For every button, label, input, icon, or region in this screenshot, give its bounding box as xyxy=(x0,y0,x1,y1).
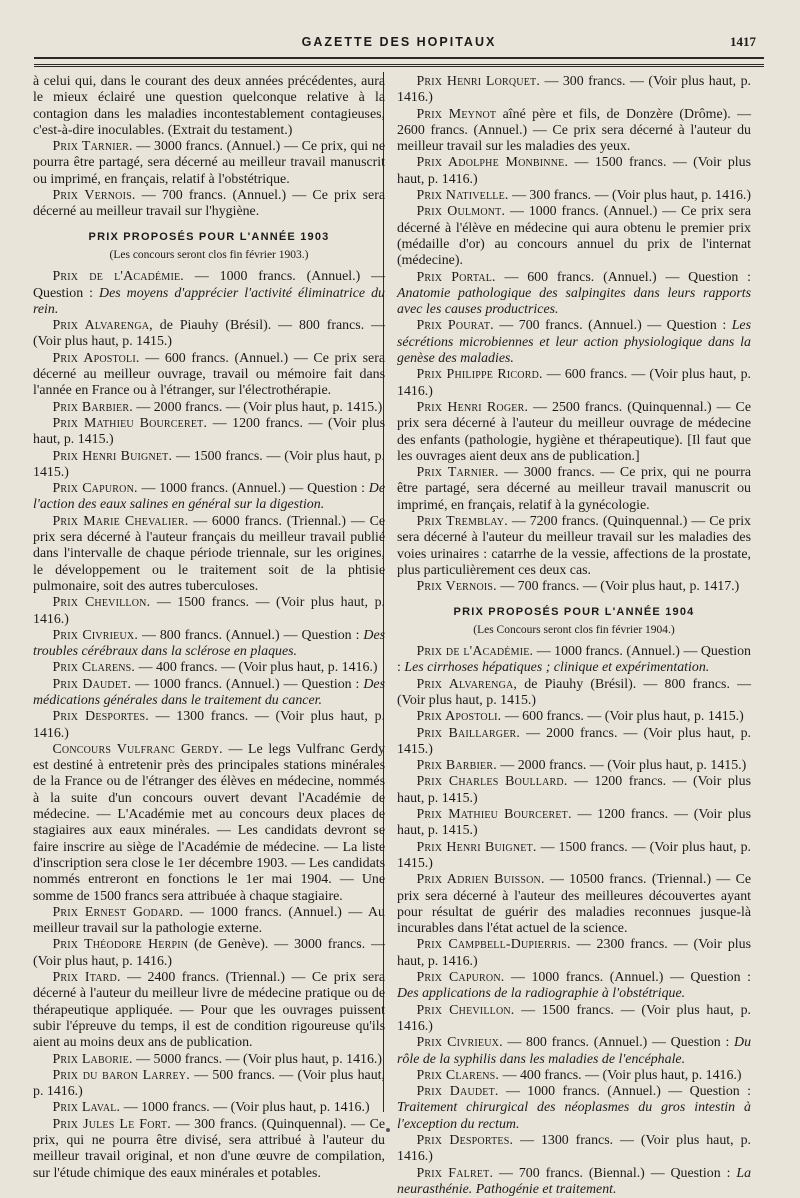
prize-entry xyxy=(397,774,751,807)
footer-dot xyxy=(386,1128,390,1132)
prize-text: aîné père et fils, de Donzère (Drôme). — 2600 francs. (Annuel.) — Ce prix sera décerné à l'auteur du meilleur travail sur les maladies des yeux. xyxy=(397,106,751,155)
prize-name: Prix Daudet. xyxy=(416,1084,499,1100)
prize-text: — 3000 francs. (Annuel.) — Ce prix, qui ne pourra être partagé, sera décerné au meilleur travail manuscrit ou imprimé, en français, relatif à l'obstétrique. xyxy=(33,139,385,187)
prize-text: de Piauhy (Brésil). — 800 francs. — (Voir plus haut, p. 1415.) xyxy=(33,318,385,350)
prize-text: — 1200 francs. — (Voir plus haut, p. 1415.) xyxy=(397,807,751,839)
prize-entry xyxy=(397,514,751,579)
prize-text: — 700 francs. (Biennal.) — Question : xyxy=(493,1165,737,1181)
prize-name: Concours Vulfranc Gerdy. xyxy=(52,741,223,757)
prize-entry xyxy=(397,709,751,725)
prize-name: Prix Henri Buignet. xyxy=(416,839,537,855)
prize-text: — 1300 francs. — (Voir plus haut, p. 1416.) xyxy=(397,1133,751,1165)
prize-entry xyxy=(397,644,751,677)
prize-text: — 3000 francs. — Ce prix, qui ne pourra être partagé, sera décerné au meilleur travail manuscrit ou imprimé, en français, relatif à la gynécologie. xyxy=(397,465,751,513)
left-column xyxy=(33,74,385,1182)
prize-text: — 800 francs. (Annuel.) — Question : xyxy=(502,1035,735,1051)
prize-entry xyxy=(397,107,751,156)
page-number: 1417 xyxy=(730,34,756,49)
prize-name: Prix Henri Lorquet. xyxy=(416,74,540,89)
prize-name: Prix Pourat. xyxy=(416,318,494,334)
prize-text: — 10500 francs. (Triennal.) — Ce prix sera décerné à l'auteur des meilleures découvertes ayant pour résultat de guérir des maladies reconnues jusque-là incurables dans l'état actuel de la science. xyxy=(397,872,751,937)
prize-entry xyxy=(33,937,385,970)
prize-text: — 300 francs. (Quinquennal). — Ce prix, qui ne pourra être divisé, sera attribué à l'auteur du meilleur travail original, et non d'une œuvre de compilation, sur l'étude chimique des eaux minérales et potables. xyxy=(33,1116,385,1181)
prize-question: Des troubles cérébraux dans la sclérose en plaques. xyxy=(33,627,386,660)
prize-name: Prix du baron Larrey. xyxy=(52,1067,190,1083)
prize-name: Prix Meynot xyxy=(416,106,497,122)
prize-name: Prix Alvarenga, xyxy=(416,676,518,692)
prize-entry xyxy=(33,416,385,449)
prize-name: Prix de l'Académie. xyxy=(416,644,534,660)
prize-entry xyxy=(33,449,385,482)
prize-entry xyxy=(33,269,385,318)
prize-question: Des médications générales dans le traitement du cancer. xyxy=(33,676,385,708)
prize-text: — 600 francs. (Annuel.) — Question : xyxy=(495,269,751,285)
prize-entry xyxy=(33,400,385,416)
prize-name: Prix Marie Chevalier. xyxy=(52,513,189,529)
prize-entry xyxy=(397,1166,751,1198)
prize-entry xyxy=(33,1052,385,1068)
prize-name: Prix Mathieu Bourceret. xyxy=(52,415,208,431)
prize-entry xyxy=(33,595,385,628)
prize-entry xyxy=(397,1133,751,1166)
prize-text: — 600 francs. — (Voir plus haut, p. 1415.) xyxy=(501,709,744,725)
prize-name: Prix Jules Le Fort. xyxy=(52,1116,171,1132)
right-column xyxy=(397,74,751,1198)
prize-entry xyxy=(33,628,385,661)
prize-entry xyxy=(397,367,751,400)
prize-entry xyxy=(33,905,385,938)
prize-text: de Piauhy (Brésil). — 800 francs. — (Voir plus haut, p. 1415.) xyxy=(397,676,751,708)
prize-entry xyxy=(397,1084,751,1133)
header-rule-double xyxy=(34,57,764,65)
prize-entry xyxy=(33,970,385,1051)
prize-name: Prix de l'Académie. xyxy=(52,269,184,285)
prize-entry xyxy=(33,1100,385,1116)
prize-name: Prix Civrieux. xyxy=(52,627,139,643)
prize-entry xyxy=(397,677,751,710)
prize-question: Anatomie pathologique des salpingites dans leurs rapports avec les causes productrices. xyxy=(397,285,751,318)
prize-text: — 700 francs. (Annuel.) — Question : xyxy=(493,318,732,334)
prize-text: — Le legs Vulfranc Gerdy est destiné à entretenir près des principales stations minérales de la France ou de l'étranger des élèves en médecine, nommés à la suite d'un concours ouvert devant l'Académie de médecine. — L'Académie met au concours deux places de stagiaires aux eaux minérales. — Les candidats devront se faire inscrire au siège de l'Académie de médecine. — La liste d'inscription sera close le 1er décembre 1903. — Les candidats nommés entreront en fonctions le 1er mai 1904. — Une somme de 1500 francs sera attribuée à chaque stagiaire. xyxy=(33,741,385,904)
page-header xyxy=(34,32,764,54)
prize-text: — 400 francs. — (Voir plus haut, p. 1416.) xyxy=(135,660,378,676)
prize-text: (de Genève). — 3000 francs. — (Voir plus haut, p. 1416.) xyxy=(33,937,386,969)
section-title-1903: PRIX PROPOSÉS POUR L'ANNÉE 1903 xyxy=(88,230,330,243)
prize-text: — 500 francs. — (Voir plus haut, p. 1416.) xyxy=(33,1067,385,1100)
prize-name: Prix Falret. xyxy=(416,1165,494,1181)
prize-name: Prix Laval. xyxy=(52,1100,121,1116)
prize-entry xyxy=(33,351,385,400)
prize-entry xyxy=(397,204,751,269)
prize-text: — 1000 francs. (Annuel.) — Question : xyxy=(397,644,751,676)
prize-entry xyxy=(397,1003,751,1036)
prize-name: Prix Capuron. xyxy=(52,481,138,497)
prize-text: — 300 francs. — (Voir plus haut, p. 1416.) xyxy=(508,188,752,204)
prize-text: — 1000 francs. (Annuel.) — Question : xyxy=(33,269,385,301)
prize-text: — 1000 francs. (Annuel.) — Question : xyxy=(498,1084,751,1100)
prize-text: — 7200 francs. (Quinquennal.) — Ce prix sera décerné à l'auteur du meilleur travail sur les maladies des voies urinaires : catarrhe de la vessie, affections de la prostate, plus particulièrement ces deux cas. xyxy=(397,514,752,578)
prize-entry xyxy=(397,726,751,759)
prize-name: Prix Portal. xyxy=(416,269,496,285)
prize-entry xyxy=(397,270,751,319)
prize-name: Prix Philippe Ricord. xyxy=(416,367,543,383)
prize-entry xyxy=(397,579,751,595)
prize-text: — 600 francs. (Annuel.) — Ce prix sera décerné au meilleur ouvrage, travail ou mémoire fait dans l'année en France ou à l'étranger, sur l'électrothérapie. xyxy=(33,350,385,399)
prize-entry xyxy=(397,1068,751,1084)
prize-name: Prix Barbier. xyxy=(52,399,133,415)
prize-name: Prix Oulmont. xyxy=(416,204,506,220)
prize-name: Prix Itard. xyxy=(52,970,121,986)
prize-text: — 1200 francs. — (Voir plus haut, p. 1415.) xyxy=(397,774,751,806)
journal-title: GAZETTE DES HOPITAUX xyxy=(301,35,497,49)
prize-name: Prix Vernois. xyxy=(52,188,136,204)
prize-name: Prix Tarnier. xyxy=(52,139,133,155)
prize-text: — 2500 francs. (Quinquennal.) — Ce prix sera décerné à l'auteur du meilleur ouvrage de médecine des enfants (pathologie, hygiène et thérapeutique). [Il faut que les ouvrages aient deux ans de publication.] xyxy=(397,399,751,464)
prize-text: — 1000 francs. (Annuel.) — Question : xyxy=(131,676,364,692)
prize-name: Prix Adrien Buisson. xyxy=(416,872,545,888)
prize-entry xyxy=(33,514,385,595)
prize-text: — 1500 francs. — (Voir plus haut, p. 1416.) xyxy=(397,155,751,187)
prize-name: Prix Clarens. xyxy=(52,660,136,676)
prize-entry xyxy=(397,1035,751,1068)
prize-entry xyxy=(397,807,751,840)
prize-entry xyxy=(397,840,751,873)
prize-name: Prix Vernois. xyxy=(416,579,497,595)
prize-entry xyxy=(397,400,751,465)
prize-name: Prix Apostoli. xyxy=(52,350,140,366)
prize-text: — 1500 francs. — (Voir plus haut, p. 1415.) xyxy=(397,839,751,871)
prize-entry xyxy=(397,465,751,514)
prize-text: — 1200 francs. — (Voir plus haut, p. 1415.) xyxy=(33,415,385,448)
prize-text: — 600 francs. — (Voir plus haut, p. 1416.) xyxy=(397,367,752,399)
prize-name: Prix Ernest Godard. xyxy=(52,904,184,920)
prize-name: Prix Tremblay. xyxy=(416,514,508,530)
prize-question: De l'action des eaux salines en général sur la digestion. xyxy=(33,481,385,513)
prize-name: Prix Henri Roger. xyxy=(416,399,529,415)
prize-text: — 1000 francs. — (Voir plus haut, p. 1416.) xyxy=(120,1100,370,1116)
prize-entry xyxy=(397,937,751,970)
prize-text: — 1000 francs. (Annuel.) — Question : xyxy=(504,970,751,986)
prize-text: — 800 francs. (Annuel.) — Question : xyxy=(138,627,364,643)
prize-question: Les sécrétions microbiennes et leur action physiologique dans la genèse des maladies. xyxy=(397,318,751,367)
prize-name: Prix Henri Buignet. xyxy=(52,448,173,464)
prize-text: — 700 francs. (Annuel.) — Ce prix sera décerné au meilleur travail sur l'hygiène. xyxy=(33,188,385,220)
prize-text: — 1000 francs. (Annuel.) — Au meilleur travail sur la pathologie externe. xyxy=(33,904,385,937)
prize-entry xyxy=(397,188,751,204)
prize-entry xyxy=(33,1068,385,1101)
prize-text: — 1300 francs. — (Voir plus haut, p. 1416.) xyxy=(33,709,385,741)
prize-entry xyxy=(33,318,385,351)
prize-name: Prix Alvarenga, xyxy=(52,318,153,334)
prize-text: — 400 francs. — (Voir plus haut, p. 1416.) xyxy=(499,1067,742,1083)
prize-name: Prix Civrieux. xyxy=(416,1035,503,1051)
prize-name: Prix Laborie. xyxy=(52,1051,133,1067)
prize-entry xyxy=(397,758,751,774)
prize-text: — 2300 francs. — (Voir plus haut, p. 1416.) xyxy=(397,937,751,969)
prize-entry xyxy=(397,970,751,1003)
prize-name: Prix Clarens. xyxy=(416,1067,500,1083)
prize-entry xyxy=(33,481,385,514)
prize-entry xyxy=(397,872,751,937)
prize-question: Traitement chirurgical des néoplasmes du gros intestin à l'exception du rectum. xyxy=(397,1100,751,1132)
prize-name: Prix Mathieu Bourceret. xyxy=(416,807,572,823)
paragraph-intro: à celui qui, dans le courant des deux années précédentes, aura le mieux éclairé une question quelconque relative à la contagion dans les maladies incontestablement contagieuses, c'est-à-dire inoculables. (Extrait du testament.) xyxy=(33,74,385,138)
prize-name: Prix Barbier. xyxy=(416,758,497,774)
header-rule-single xyxy=(34,66,764,67)
prize-entry xyxy=(397,318,751,367)
section-subtitle-1903: (Les concours seront clos fin février 1903.) xyxy=(109,248,309,261)
prize-name: Prix Desportes. xyxy=(52,709,149,725)
prize-text: — 2000 francs. — (Voir plus haut, p. 1415.) xyxy=(397,725,751,757)
prize-name: Prix Adolphe Monbinne. xyxy=(416,155,569,171)
prize-text: — 2400 francs. (Triennal.) — Ce prix sera décerné à l'auteur du meilleur livre de médecine pratique ou de thérapeutique appliquée. — Pour que les ouvrages puissent subir l'épreuve du temps, il est de condition rigoureuse qu'ils aient au moins deux ans de publication. xyxy=(33,970,386,1051)
prize-name: Prix Capuron. xyxy=(416,970,505,986)
prize-entry xyxy=(33,660,385,676)
prize-text: — 2000 francs. — (Voir plus haut, p. 1415.) xyxy=(496,758,747,774)
prize-entry xyxy=(397,74,751,107)
prize-question: Les cirrhoses hépatiques ; clinique et expérimentation. xyxy=(404,660,710,676)
prize-text: — 300 francs. — (Voir plus haut, p. 1416.) xyxy=(397,74,751,106)
section-subtitle-1904: (Les Concours seront clos fin février 1904.) xyxy=(473,623,675,636)
prize-name: Prix Campbell-Dupierris. xyxy=(416,937,571,953)
prize-name: Prix Nativelle. xyxy=(416,188,509,204)
prize-question: Des moyens d'apprécier l'activité éliminatrice du rein. xyxy=(33,285,385,317)
prize-entry xyxy=(33,1117,385,1182)
prize-name: Prix Baillarger. xyxy=(416,725,521,741)
prize-name: Prix Théodore Herpin xyxy=(52,937,189,953)
prize-text: — 1500 francs. — (Voir plus haut, p. 1415.) xyxy=(33,448,385,480)
prize-name: Prix Chevillon. xyxy=(416,1002,515,1018)
prize-entry xyxy=(33,139,385,188)
prize-name: Prix Tarnier. xyxy=(416,465,499,481)
prize-name: Prix Charles Boullard. xyxy=(416,774,568,790)
prize-text: — 6000 francs. (Triennal.) — Ce prix sera décerné à l'auteur français du meilleur travail publié dans l'intervalle de chaque période triennale, sur les origines, le développement ou le traitement soit de la phtisie pulmonaire, soit des autres tuberculoses. xyxy=(33,513,385,594)
prize-name: Prix Chevillon. xyxy=(52,595,151,611)
prize-entry xyxy=(33,677,385,710)
prize-question: La neurasthénie. Pathogénie et traitement. xyxy=(397,1165,752,1197)
prize-name: Prix Apostoli. xyxy=(416,709,502,725)
prize-text: — 700 francs. — (Voir plus haut, p. 1417.) xyxy=(496,579,740,595)
prize-text: — 5000 francs. — (Voir plus haut, p. 1416.) xyxy=(132,1051,383,1067)
prize-entry xyxy=(33,709,385,742)
prize-name: Prix Desportes. xyxy=(416,1133,514,1148)
prize-entry xyxy=(33,742,385,905)
prize-text: — 1000 francs. (Annuel.) — Question : xyxy=(137,481,369,497)
prize-entry xyxy=(33,188,385,221)
prize-text: — 1500 francs. — (Voir plus haut, p. 1416.) xyxy=(397,1002,751,1034)
prize-text: — 2000 francs. — (Voir plus haut, p. 1415.) xyxy=(132,399,383,415)
section-title-1904: PRIX PROPOSÉS POUR L'ANNÉE 1904 xyxy=(453,605,695,618)
prize-entry xyxy=(397,155,751,188)
prize-question: Du rôle de la syphilis dans les maladies de l'encéphale. xyxy=(397,1035,752,1067)
prize-text: — 1500 francs. — (Voir plus haut, p. 1416.) xyxy=(33,595,385,627)
prize-question: Des applications de la radiographie à l'obstétrique. xyxy=(397,986,686,1002)
prize-name: Prix Daudet. xyxy=(52,676,132,692)
prize-text: — 1000 francs. (Annuel.) — Ce prix sera décerné à l'élève en médecine qui aura obtenu le premier prix (médaille d'or) au concours annuel du prix de l'internat (médecine). xyxy=(397,204,751,269)
